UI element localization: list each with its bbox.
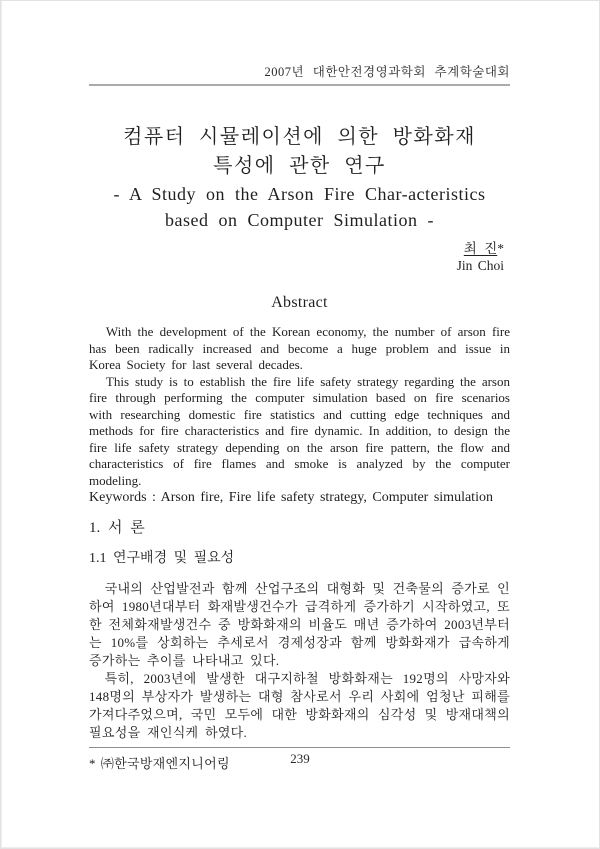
author-affiliation-marker: *	[497, 241, 504, 256]
body-paragraph-1: 국내의 산업발전과 함께 산업구조의 대형화 및 건축물의 증가로 인하여 1980년대부터 화재발생건수가 급격하게 증가하기 시작하였고, 또한 전체화재발생건수 중 방화화재의 비율도 매년 증가하여 2003년부터는 10%를 상회하는 추세로서 경제성장과 함께 방화화재가 급속하게 증가하는 추이를 나타내고 있다.	[89, 581, 510, 668]
footnote-text: ㈜한국방재엔지니어링	[100, 756, 230, 771]
footnote-separator-rule	[89, 747, 510, 748]
author-korean-line	[89, 241, 504, 257]
paper-title-korean-line2: 특성에 관한 연구	[213, 155, 386, 177]
keywords-line: Keywords : Arson fire, Fire life safety strategy, Computer simulation	[89, 490, 493, 505]
footnote-marker: *	[89, 756, 96, 771]
page-number: 239	[290, 751, 310, 766]
page-content-column	[1, 65, 599, 772]
abstract-paragraph-2: This study is to establish the fire life safety strategy regarding the arson fire through performing the computer simulation based on fire scenarios with researching domestic fire statistics and cutting edge techniques and methods for fire characteristics and fire dynamic. In addition, to design the fire life safety strategy depending on the arson fire pattern, the flow and characteristics of fire flames and smoke is analyzed by the computer modeling.	[89, 373, 510, 488]
paper-title-korean-line1: 컴퓨터 시뮬레이션에 의한 방화화재	[123, 126, 476, 148]
paper-title-english-line2: based on Computer Simulation -	[165, 210, 434, 230]
section-1-heading: 1. 서 론	[89, 520, 145, 536]
body-paragraph-2: 특히, 2003년에 발생한 대구지하철 방화화재는 192명의 사망자와 148명의 부상자가 발생하는 대형 참사로서 우리 사회에 엄청난 피해를 가져다주었으며, 국민 모두에 대한 방화화재의 심각성 및 방재대책의 필요성을 재인식케 하였다.	[89, 671, 510, 740]
running-header: 2007년 대한안전경영과학회 추계학술대회	[89, 65, 510, 86]
abstract-paragraph-1: With the development of the Korean economy, the number of arson fire has been radically increased and become a huge problem and issue in Korea Society for last several decades.	[89, 324, 510, 372]
author-name-english: Jin Choi	[456, 258, 504, 273]
title-block	[89, 123, 510, 233]
abstract-heading: Abstract	[271, 294, 328, 311]
paper-title-english-line1: - A Study on the Arson Fire Char-acteristics	[113, 184, 486, 204]
author-block	[89, 241, 510, 274]
section-1-1-heading: 1.1 연구배경 및 필요성	[89, 551, 235, 566]
author-name-korean: 최 진	[463, 241, 498, 256]
